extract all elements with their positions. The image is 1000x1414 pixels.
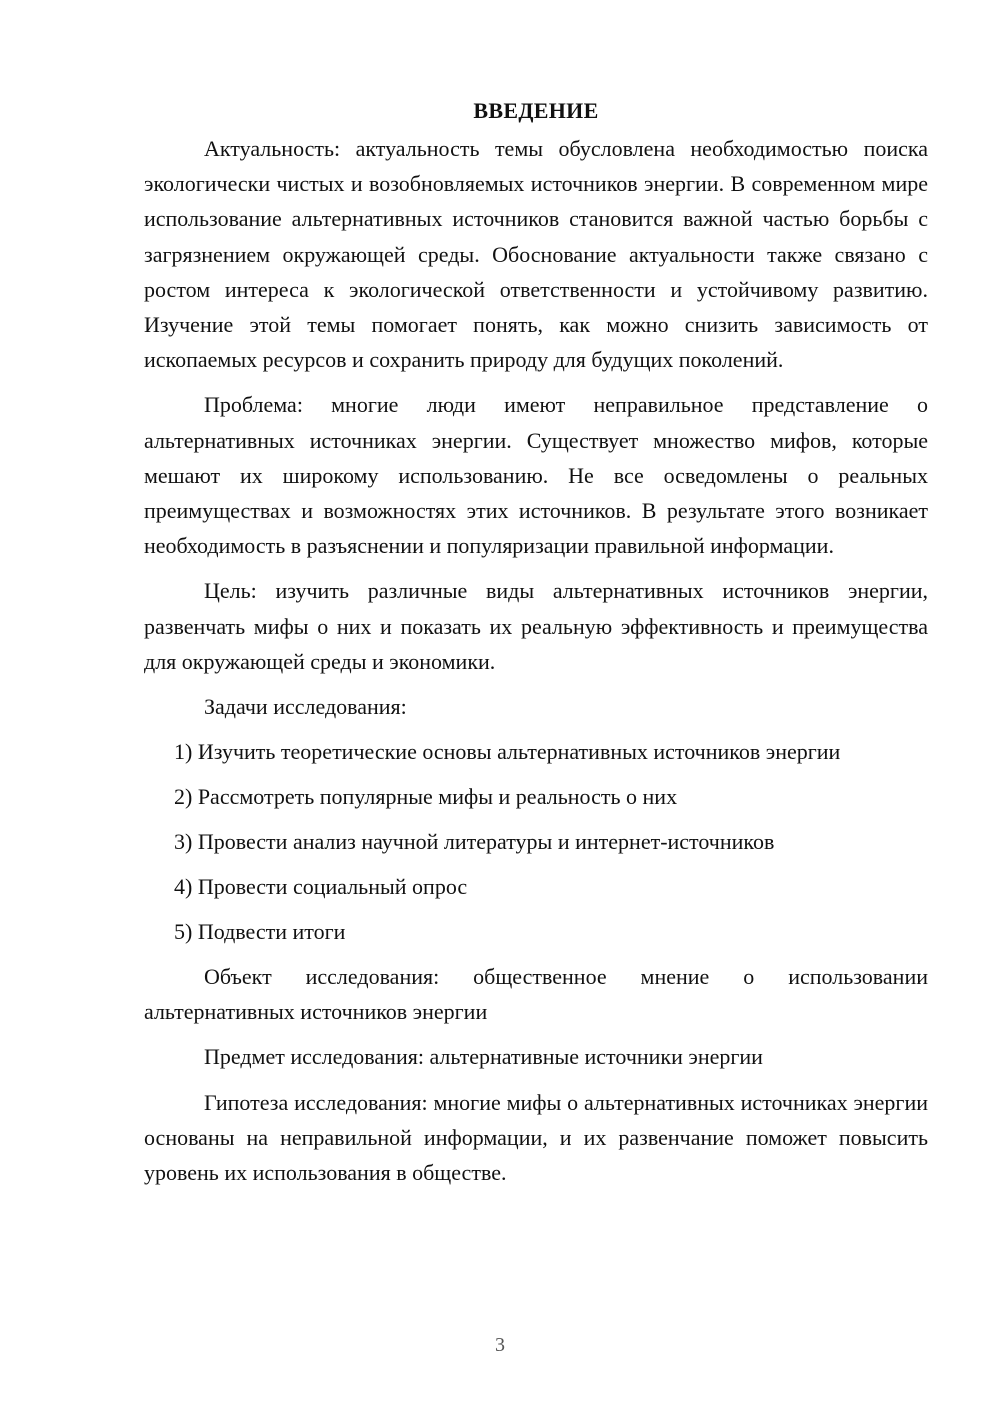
page-content <box>144 95 928 1200</box>
subject-paragraph: Предмет исследования: альтернативные источники энергии <box>204 1044 763 1070</box>
goal-paragraph: Цель: изучить различные виды альтернативных источников энергии, развенчать мифы о них и показать их реальную эффективность и преимущества для окружающей среды и экономики. <box>144 578 928 674</box>
task-item: 4) Провести социальный опрос <box>174 874 468 900</box>
relevance-paragraph: Актуальность: актуальность темы обусловлена необходимостью поиска экологически чистых и возобновляемых источников энергии. В современном мире использование альтернативных источников становится важной частью борьбы с загрязнением окружающей среды. Обоснование актуальности также связано с ростом интереса к экологической ответственности и устойчивому развитию. Изучение этой темы помогает понять, как можно снизить зависимость от ископаемых ресурсов и сохранить природу для будущих поколений. <box>144 136 928 373</box>
page-number: 3 <box>495 1334 505 1356</box>
hypothesis-paragraph: Гипотеза исследования: многие мифы о альтернативных источниках энергии основаны на неправильной информации, и их развенчание поможет повысить уровень их использования в обществе. <box>144 1089 928 1186</box>
task-item: 5) Подвести итоги <box>174 919 346 945</box>
page-title: ВВЕДЕНИЕ <box>473 98 599 123</box>
tasks-heading: Задачи исследования: <box>204 694 407 720</box>
task-item: 1) Изучить теоретические основы альтернативных источников энергии <box>174 739 841 765</box>
tasks-list <box>144 734 928 949</box>
task-item: 2) Рассмотреть популярные мифы и реальность о них <box>174 784 678 810</box>
problem-paragraph: Проблема: многие люди имеют неправильное представление о альтернативных источниках энергии. Существует множество мифов, которые мешают их широкому использованию. Не все осведомлены о реальных преимуществах и возможностях этих источников. В результате этого возникает необходимость в разъяснении и популяризации правильной информации. <box>144 392 928 559</box>
task-item: 3) Провести анализ научной литературы и интернет-источников <box>174 829 775 855</box>
object-paragraph: Объект исследования: общественное мнение о использовании альтернативных источников энергии <box>144 964 928 1025</box>
